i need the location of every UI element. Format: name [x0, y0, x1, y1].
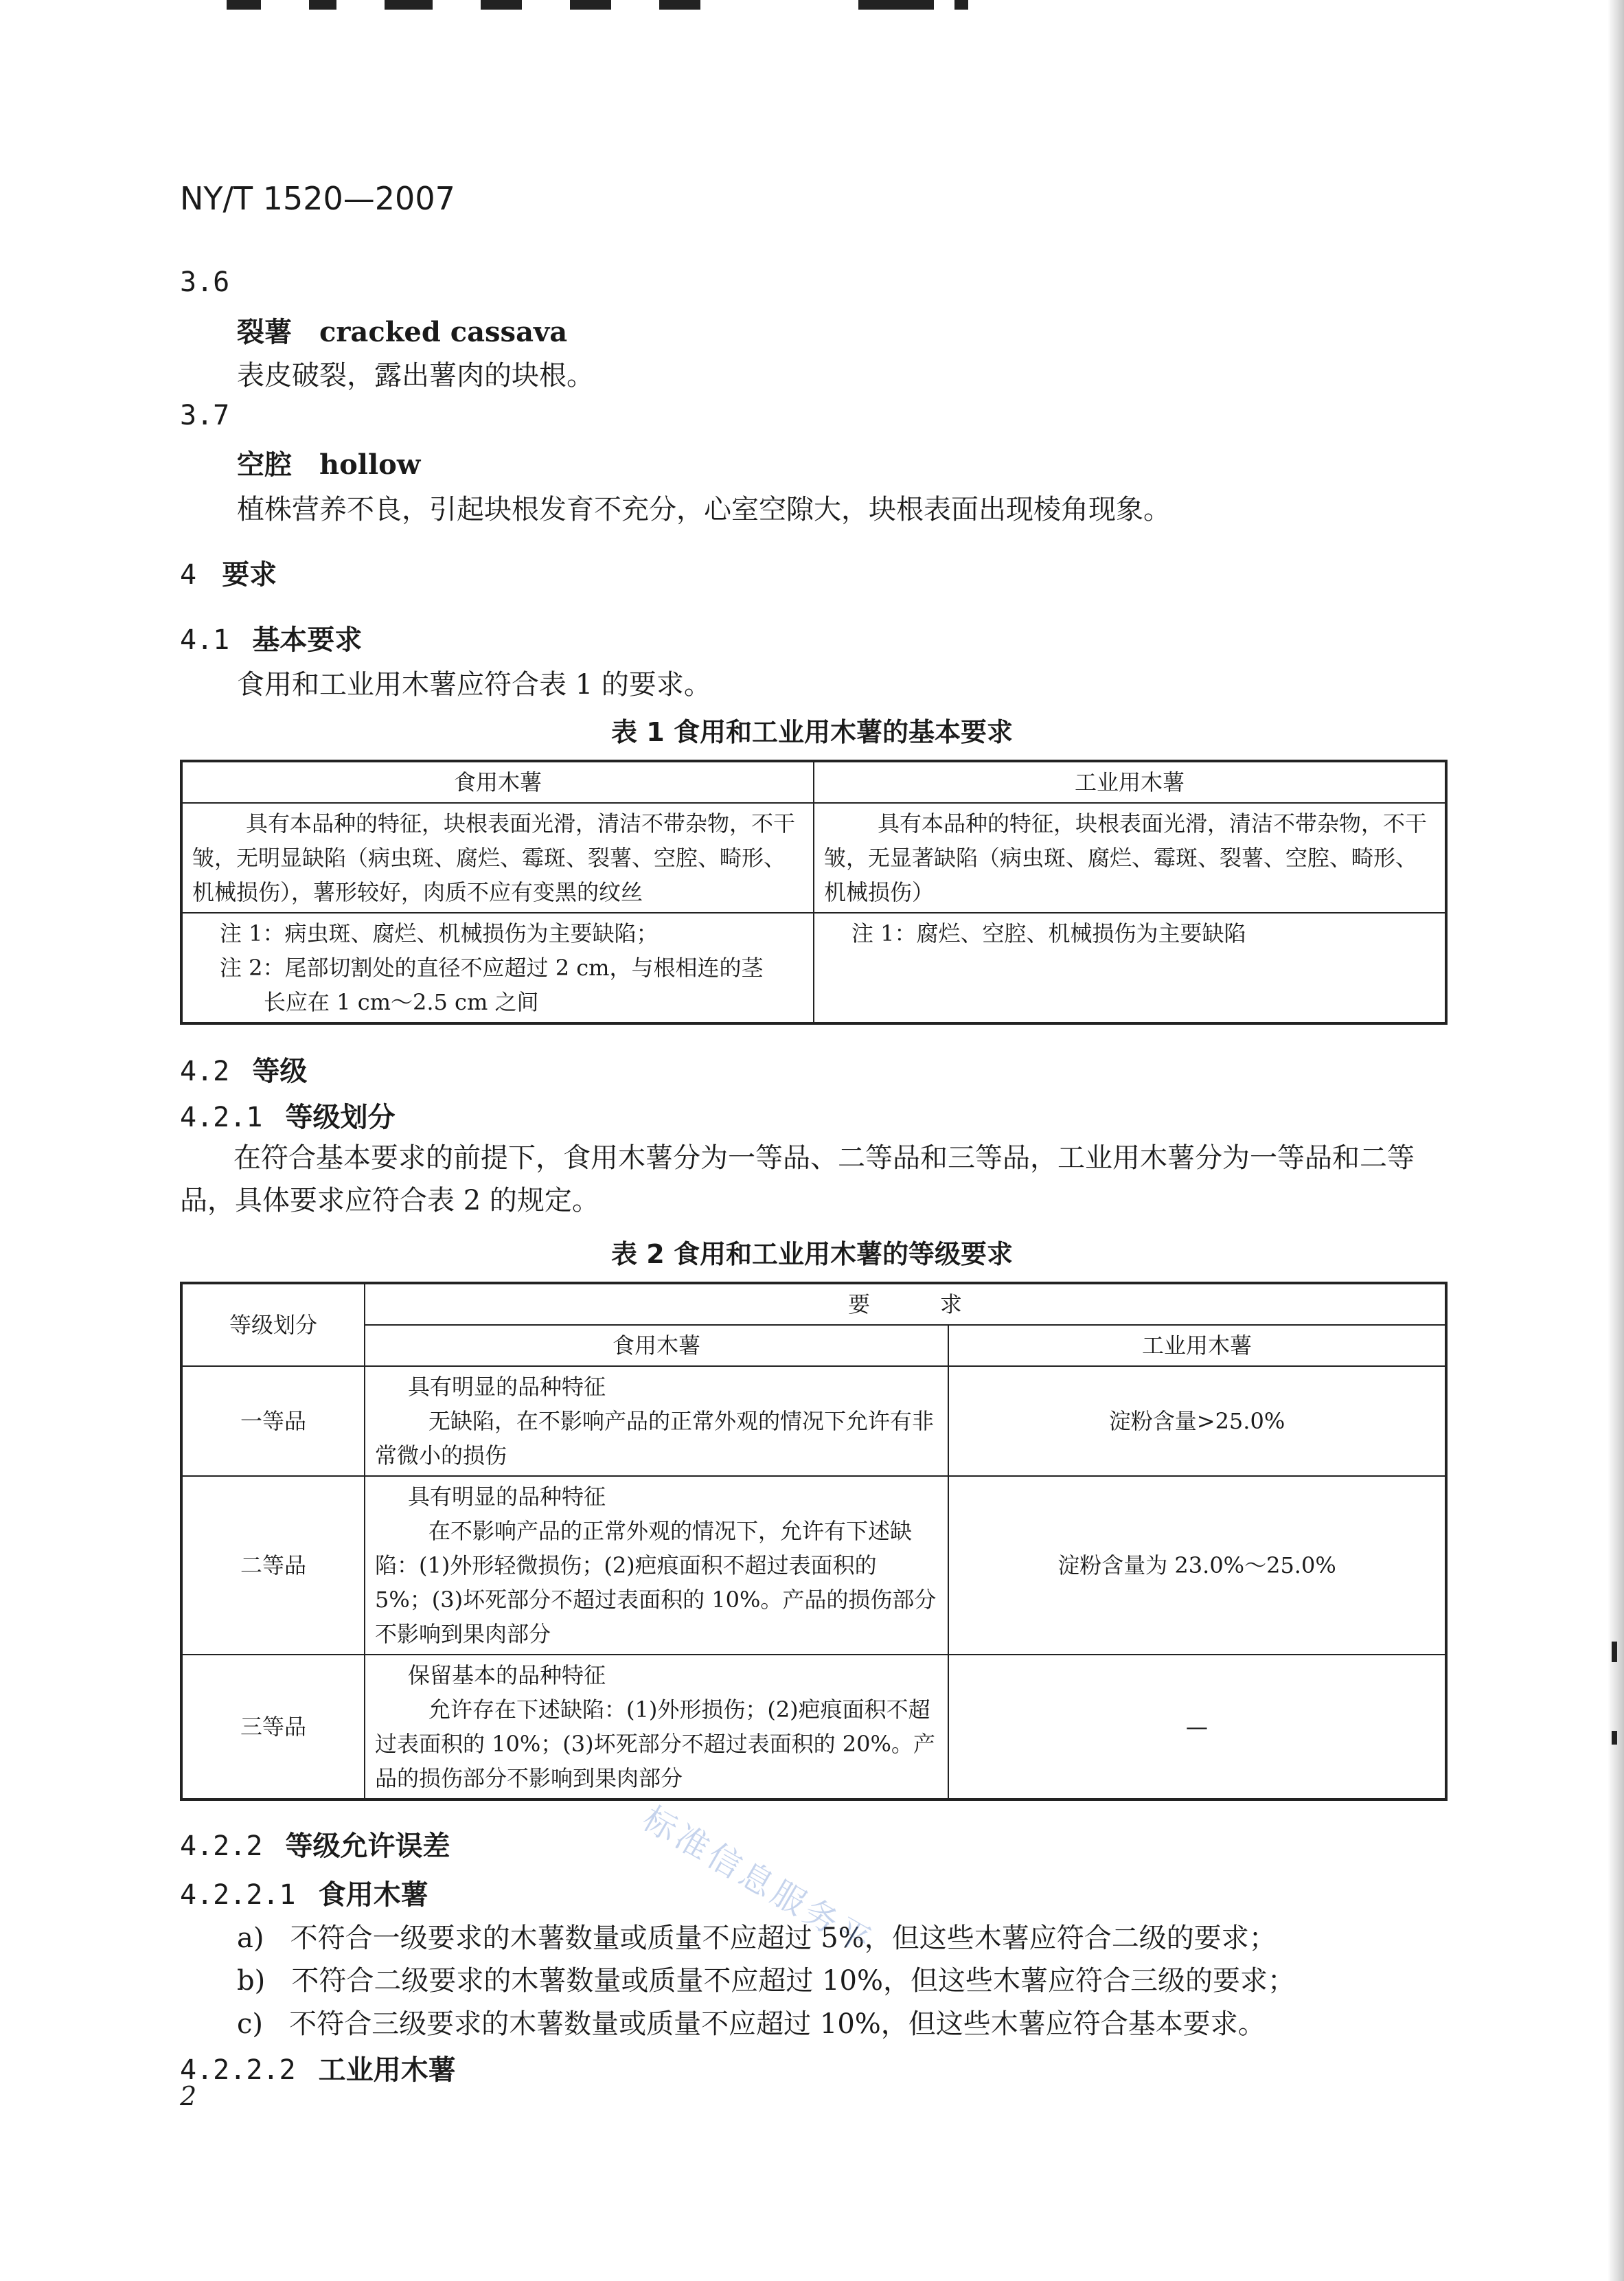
section-title: 要求 [222, 559, 277, 591]
grade-cell: 一等品 [181, 1366, 365, 1476]
table-row [181, 1655, 1446, 1800]
list-item: c) 不符合三级要求的木薯数量或质量不应超过 10%，但这些木薯应符合基本要求。 [237, 2008, 1266, 2040]
table-cell [181, 803, 814, 913]
list-item: a) 不符合一级要求的木薯数量或质量不应超过 5%，但这些木薯应符合二级的要求； [237, 1922, 1277, 1954]
table-note: 注 1：病虫斑、腐烂、机械损伤为主要缺陷； [220, 920, 659, 946]
grade-cell: 二等品 [181, 1476, 365, 1655]
table-header: 等级划分 [181, 1283, 365, 1366]
cell-text: 允许存在下述缺陷：(1)外形损伤；(2)疤痕面积不超过表面积的 10%；(3)坏死部分不超过表面积的 20%。产品的损伤部分不影响到果肉部分 [375, 1696, 935, 1791]
cell-text: 在不影响产品的正常外观的情况下，允许有下述缺陷：(1)外形轻微损伤；(2)疤痕面积不超过表面积的 5%；(3)坏死部分不超过表面积的 10%。产品的损伤部分不影响到果肉部分 [375, 1518, 937, 1647]
section-heading [180, 1824, 450, 1863]
section-heading [180, 618, 362, 657]
table-row [181, 1476, 1446, 1655]
table-header: 工业用木薯 [948, 1325, 1446, 1366]
standard-code: NY/T 1520—2007 [180, 180, 455, 217]
table-cell [814, 913, 1446, 1023]
scan-top-artifact [0, 0, 1624, 18]
table-header: 食用木薯 [365, 1325, 948, 1366]
food-cell [365, 1655, 948, 1800]
table-caption: 表 1 食用和工业用木薯的基本要求 [611, 717, 1013, 747]
term-definition: 植株营养不良，引起块根发育不充分，心室空隙大，块根表面出现棱角现象。 [237, 494, 1171, 525]
section-heading [180, 1096, 396, 1135]
paragraph-text: 在符合基本要求的前提下，食用木薯分为一等品、二等品和三等品，工业用木薯分为一等品和二等品，具体要求应符合表 2 的规定。 [180, 1142, 1415, 1216]
section-heading [180, 553, 277, 592]
term-cn: 空腔 [237, 449, 292, 481]
section-number: 4 [180, 559, 197, 591]
section-title: 等级 [252, 1056, 308, 1087]
table-note: 注 2：尾部切割处的直径不应超过 2 cm，与根相连的茎 [220, 955, 764, 981]
section-title: 等级允许误差 [285, 1830, 450, 1862]
page-number: 2 [180, 2081, 197, 2111]
paragraph [180, 1137, 1448, 1222]
industrial-cell: 淀粉含量>25.0% [948, 1366, 1446, 1476]
table-note: 长应在 1 cm～2.5 cm 之间 [264, 989, 539, 1015]
section-title: 工业用木薯 [318, 2054, 456, 2086]
cell-text: 具有明显的品种特征 [408, 1484, 606, 1510]
term-entry [237, 310, 567, 350]
section-number: 4.2.2 [180, 1830, 263, 1862]
grade-cell: 三等品 [181, 1655, 365, 1800]
table-cell [814, 803, 1446, 913]
section-number: 3.7 [180, 400, 230, 431]
paragraph: 食用和工业用木薯应符合表 1 的要求。 [237, 669, 711, 701]
section-title: 等级划分 [285, 1102, 396, 1133]
term-en: cracked cassava [319, 316, 568, 348]
section-heading [180, 1049, 307, 1089]
table-note: 注 1：腐烂、空腔、机械损伤为主要缺陷 [851, 920, 1246, 946]
industrial-cell: — [948, 1655, 1446, 1800]
table-header: 食用木薯 [181, 761, 814, 803]
table-row [181, 1366, 1446, 1476]
section-title: 基本要求 [252, 624, 363, 656]
section-number: 3.6 [180, 266, 230, 298]
table-header: 要 求 [365, 1283, 1446, 1325]
term-definition: 表皮破裂，露出薯肉的块根。 [237, 360, 594, 391]
table-caption: 表 2 食用和工业用木薯的等级要求 [611, 1239, 1013, 1269]
table-cell [181, 913, 814, 1023]
watermark: 标准信息服务平 [636, 1799, 880, 1963]
cell-text: 具有本品种的特征，块根表面光滑，清洁不带杂物，不干皱，无明显缺陷（病虫斑、腐烂、霉斑、裂薯、空腔、畸形、机械损伤），薯形较好，肉质不应有变黑的纹丝 [192, 810, 796, 905]
section-number: 4.2.2.2 [180, 2054, 296, 2086]
term-en: hollow [319, 449, 421, 481]
section-title: 食用木薯 [318, 1879, 428, 1911]
section-number: 4.2.2.1 [180, 1879, 296, 1911]
cell-text: 无缺陷，在不影响产品的正常外观的情况下允许有非常微小的损伤 [375, 1408, 935, 1468]
cell-text: 具有明显的品种特征 [408, 1374, 606, 1400]
section-heading [180, 2048, 456, 2087]
section-number: 4.2 [180, 1056, 230, 1087]
scan-edge-mark [1612, 1642, 1617, 1662]
scan-edge-mark [1612, 1731, 1617, 1745]
section-number: 4.2.1 [180, 1102, 263, 1133]
cell-text: 具有本品种的特征，块根表面光滑，清洁不带杂物，不干皱，无显著缺陷（病虫斑、腐烂、霉斑、裂薯、空腔、畸形、机械损伤） [824, 810, 1428, 905]
table-grade-requirements [180, 1282, 1448, 1801]
section-number: 4.1 [180, 624, 230, 656]
cell-text: 保留基本的品种特征 [408, 1662, 606, 1688]
term-entry [237, 443, 420, 482]
food-cell [365, 1366, 948, 1476]
food-cell [365, 1476, 948, 1655]
table-header: 工业用木薯 [814, 761, 1446, 803]
term-cn: 裂薯 [237, 317, 292, 348]
table-basic-requirements [180, 760, 1448, 1025]
scan-edge-shadow [1608, 0, 1624, 2281]
list-item: b) 不符合二级要求的木薯数量或质量不应超过 10%，但这些木薯应符合三级的要求； [237, 1965, 1295, 1997]
industrial-cell: 淀粉含量为 23.0%～25.0% [948, 1476, 1446, 1655]
section-heading [180, 1873, 428, 1912]
